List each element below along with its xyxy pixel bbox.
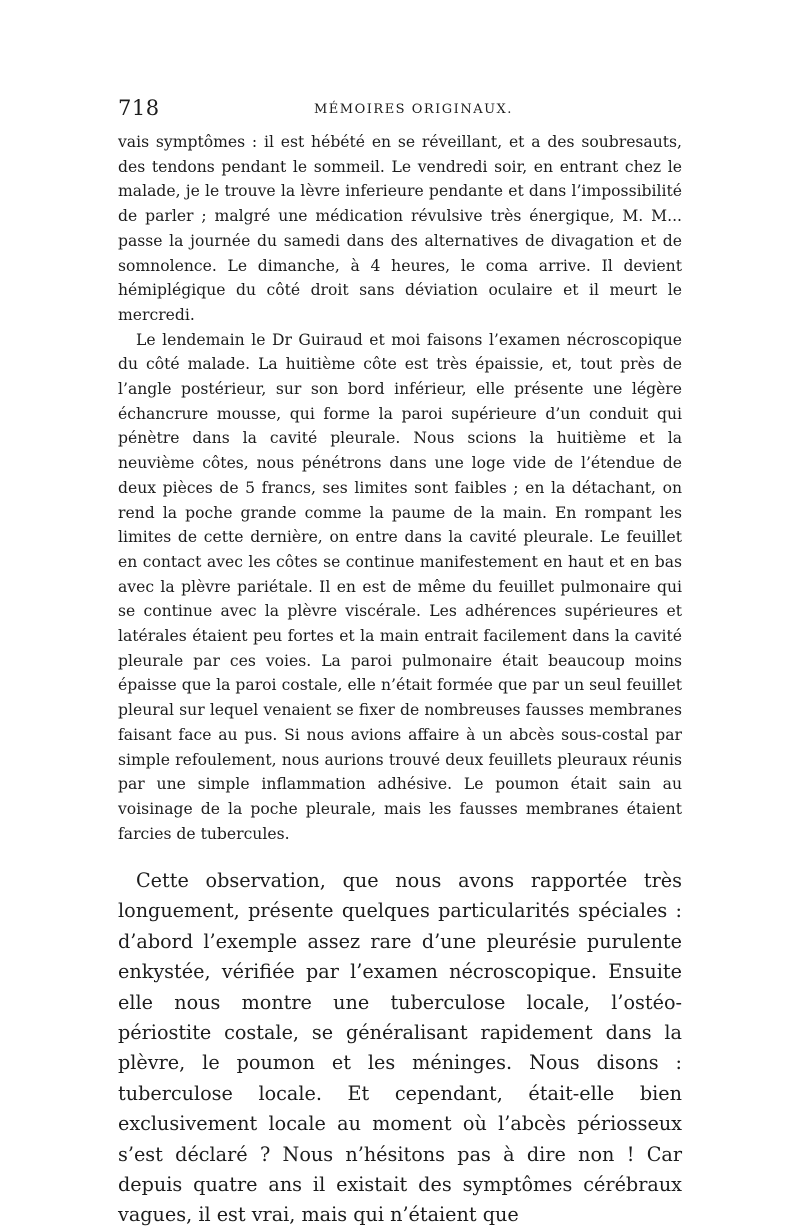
paragraph-autopsy: Le lendemain le Dr Guiraud et moi faisons l’examen nécroscopique du côté malade. La huitième côte est très épaissie, et, tout près de l’angle postérieur, sur son bord inférieur, elle présente une légère échancrure mousse, qui forme la paroi supérieure d’un conduit qui pénètre dans la cavité pleurale. Nous scions la huitième et la neuvième côtes, nous pénétrons dans une loge vide de l’étendue de deux pièces de 5 francs, ses limites sont faibles ; en la détachant, on rend la poche grande comme la paume de la main. En rompant les limites de cette dernière, on entre dans la cavité pleurale. Le feuillet en contact avec les côtes se continue manifestement en haut et en bas avec la plèvre pariétale. Il en est de même du feuillet pulmonaire qui se continue avec la plèvre viscérale. Les adhérences supérieures et latérales étaient peu fortes et la main entrait facilement dans la cavité pleurale par ces voies. La paroi pulmonaire était beaucoup moins épaisse que la paroi costale, elle n’était formée que par un seul feuillet pleural sur lequel venaient se fixer de nombreuses fausses membranes faisant face au pus. Si nous avions affaire à un abcès sous-costal par simple refoulement, nous aurions trouvé deux feuillets pleuraux réunis par une simple inflammation adhésive. Le poumon était sain au voisinage de la poche pleurale, mais les fausses membranes étaient farcies de tubercules. xyxy=(118,330,682,843)
paragraph-continuation: vais symptômes : il est hébété en se réveillant, et a des soubresauts, des tendons pendant le sommeil. Le vendredi soir, en entrant chez le malade, je le trouve la lèvre inferieure pendante et dans l’impossibilité de parler ; malgré une médication révulsive très énergique, M. M... passe la journée du samedi dans des alternatives de divagation et de somnolence. Le dimanche, à 4 heures, le coma arrive. Il devient hémiplégique du côté droit sans déviation oculaire et il meurt le mercredi. xyxy=(118,133,682,324)
running-title: MÉMOIRES ORIGINAUX. xyxy=(314,102,513,117)
body-text-large xyxy=(118,866,682,1231)
page-number: 718 xyxy=(118,96,160,120)
page-header xyxy=(118,96,680,126)
paragraph-discussion: Cette observation, que nous avons rapportée très longuement, présente quelques particularités spéciales : d’abord l’exemple assez rare d’une pleurésie purulente enkystée, vérifiée par l’examen nécroscopique. Ensuite elle nous montre une tuberculose locale, l’ostéo-périostite costale, se généralisant rapidement dans la plèvre, le poumon et les méninges. Nous disons : tuberculose locale. Et cependant, était-elle bien exclusivement locale au moment où l’abcès périosseux s’est déclaré ? Nous n’hésitons pas à dire non ! Car depuis quatre ans il existait des symptômes cérébraux vagues, il est vrai, mais qui n’étaient que xyxy=(118,869,682,1227)
body-text-small xyxy=(118,130,682,846)
